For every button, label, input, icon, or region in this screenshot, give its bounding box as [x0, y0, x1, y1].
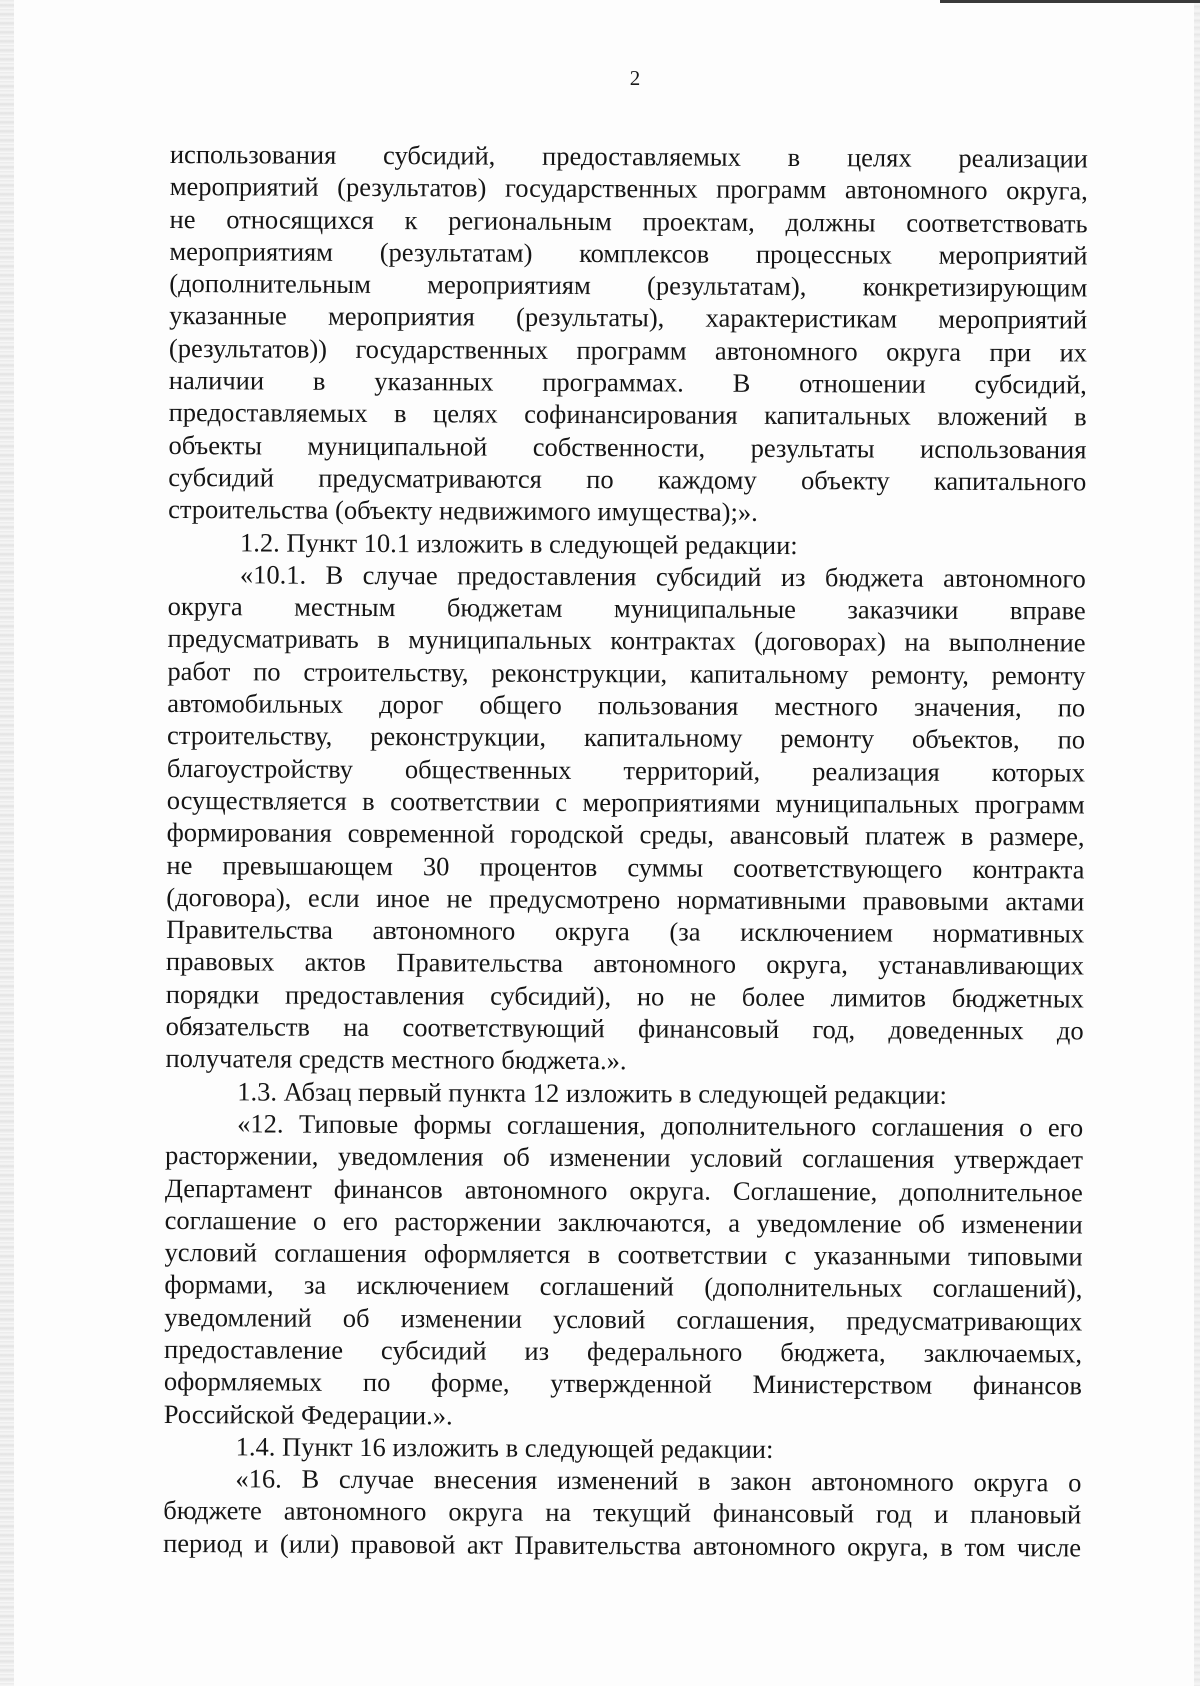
text-line: «10.1. В случае предоставления субсидий из бюджета автономного	[239, 559, 1086, 594]
text-line: мероприятиям (результатам) комплексов процессных мероприятий	[169, 235, 1088, 271]
scan-edge-top	[940, 0, 1200, 3]
text-line: 1.4. Пункт 16 изложить в следующей редакции:	[235, 1431, 774, 1464]
text-line: период и (или) правовой акт Правительства автономного округа, в том числе	[163, 1527, 1082, 1563]
text-line: правовых актов Правительства автономного округа, устанавливающих	[165, 946, 1085, 981]
text-line: использования субсидий, предоставляемых в целях реализации	[169, 138, 1088, 174]
text-line: «16. В случае внесения изменений в закон автономного округа о	[235, 1463, 1082, 1498]
text-line: Департамент финансов автономного округа. Соглашение, дополнительное	[164, 1172, 1083, 1207]
text-line: объекты муниципальной собственности, результаты использования	[168, 429, 1087, 465]
text-line: расторжении, уведомления об изменении условий соглашения утверждает	[164, 1140, 1084, 1175]
text-line: осуществляется в соответствии с мероприятиями муниципальных программ	[166, 784, 1085, 820]
scan-edge-left	[0, 0, 14, 1686]
text-line: работ по строительству, реконструкции, капитальному ремонту, ремонту	[167, 655, 1086, 691]
text-line: оформляемых по форме, утвержденной Министерством финансов	[163, 1366, 1082, 1401]
text-line: строительства (объекту недвижимого имущества);».	[168, 494, 758, 528]
text-line: уведомлений об изменении условий соглашения, предусматривающих	[164, 1301, 1083, 1337]
body-text	[163, 138, 1088, 1564]
text-line: бюджете автономного округа на текущий финансовый год и плановый	[163, 1495, 1082, 1530]
text-line: наличии в указанных программах. В отношении субсидий,	[168, 365, 1087, 400]
text-line: порядки предоставления субсидий), но не более лимитов бюджетных	[165, 978, 1084, 1014]
text-line: «12. Типовые формы соглашения, дополнительного соглашения о его	[237, 1108, 1084, 1143]
text-line: строительству, реконструкции, капитальному ремонту объектов, по	[167, 720, 1086, 755]
text-line: (дополнительным мероприятиям (результатам), конкретизирующим	[169, 268, 1088, 303]
text-line: формирования современной городской среды, авансовый платеж в размере,	[166, 817, 1085, 852]
text-line: обязательств на соответствующий финансовый год, доведенных до	[165, 1011, 1084, 1046]
text-line: 1.3. Абзац первый пункта 12 изложить в следующей редакции:	[237, 1075, 947, 1110]
text-line: (результатов)) государственных программ автономного округа при их	[168, 332, 1088, 368]
text-line: не относящихся к региональным проектам, должны соответствовать	[169, 203, 1088, 239]
text-line: указанные мероприятия (результаты), характеристикам мероприятий	[169, 300, 1088, 335]
text-line: Правительства автономного округа (за исключением нормативных	[166, 914, 1085, 949]
text-line: 1.2. Пункт 10.1 изложить в следующей редакции:	[239, 526, 798, 560]
text-line: мероприятий (результатов) государственных программ автономного округа,	[169, 171, 1088, 206]
text-line: округа местным бюджетам муниципальные заказчики вправе	[167, 591, 1086, 626]
scan-edge-right	[1194, 0, 1200, 1686]
page-number: 2	[629, 66, 641, 90]
text-line: не превышающем 30 процентов суммы соответствующего контракта	[166, 849, 1085, 885]
text-line: Российской Федерации.».	[163, 1398, 453, 1430]
text-line: предоставляемых в целях софинансирования капитальных вложений в	[168, 397, 1087, 432]
text-line: предоставление субсидий из федерального бюджета, заключаемых,	[164, 1333, 1083, 1369]
text-line: благоустройству общественных территорий, реализация которых	[166, 752, 1085, 788]
text-line: предусматривать в муниципальных контрактах (договорах) на выполнение	[167, 623, 1086, 658]
text-line: автомобильных дорог общего пользования местного значения, по	[167, 688, 1086, 723]
text-line: (договора), если иное не предусмотрено нормативными правовыми актами	[166, 881, 1085, 917]
text-line: получателя средств местного бюджета.».	[165, 1043, 627, 1076]
text-line: условий соглашения оформляется в соответствии с указанными типовыми	[164, 1237, 1083, 1272]
text-line: субсидий предусматриваются по каждому объекту капитального	[168, 461, 1087, 497]
text-line: формами, за исключением соглашений (дополнительных соглашений),	[164, 1269, 1083, 1304]
text-line: соглашение о его расторжении заключаются, а уведомление об изменении	[164, 1204, 1083, 1240]
